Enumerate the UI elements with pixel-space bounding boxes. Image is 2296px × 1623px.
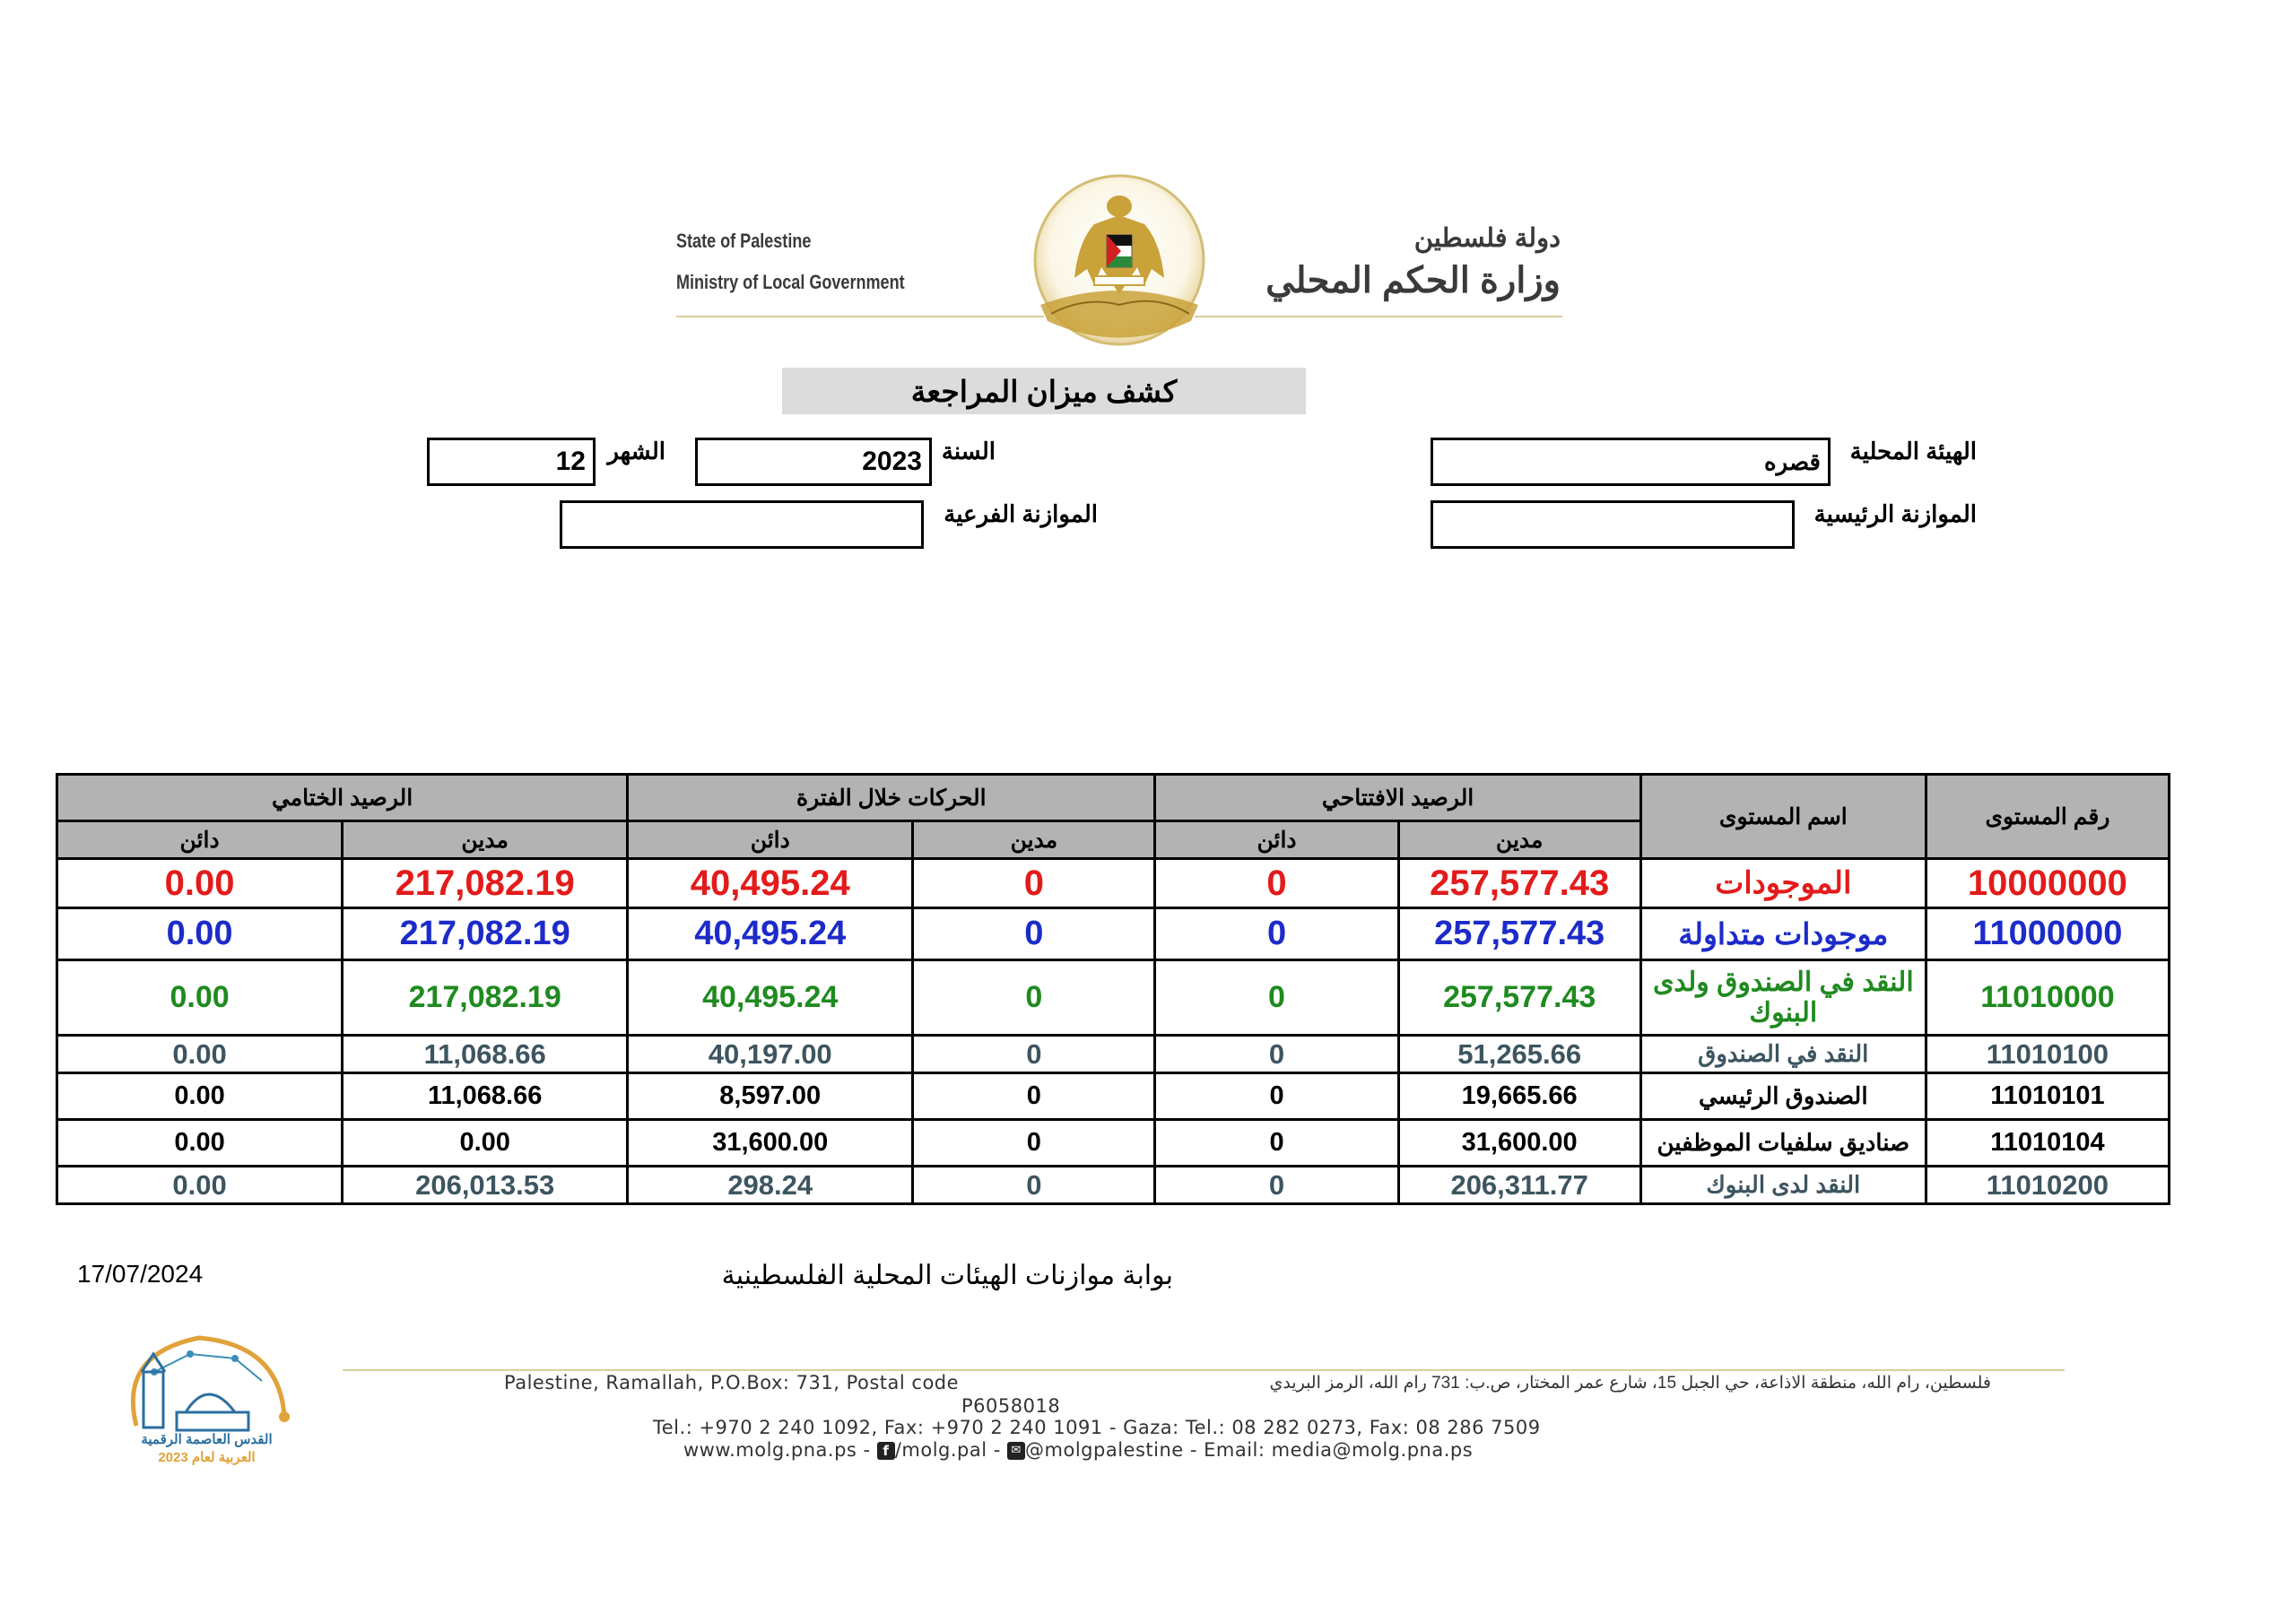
- opening-debit: 257,577.43: [1398, 859, 1640, 908]
- level-name: النقد لدى البنوك: [1640, 1167, 1926, 1204]
- movement-debit: 0: [913, 1120, 1155, 1167]
- logo-year: 2023: [158, 1450, 188, 1465]
- closing-debit: 217,082.19: [343, 908, 628, 960]
- footer-twitter-email: @molgpalestine - Email: media@molg.pna.ps: [1025, 1439, 1474, 1461]
- report-title: كشف ميزان المراجعة: [782, 368, 1306, 414]
- col-level-name: اسم المستوى: [1640, 775, 1926, 859]
- closing-credit: 0.00: [57, 1073, 343, 1120]
- logo-caption-2: [106, 1449, 308, 1465]
- footer-address-ar: فلسطين، رام الله، منطقة الاذاعة، حي الجبل 15، شارع عمر المختار، ص.ب: 731 رام الله، الرمز البريدي: [1269, 1374, 1991, 1393]
- opening-credit: 0: [1155, 859, 1398, 908]
- closing-credit: 0.00: [57, 1036, 343, 1073]
- opening-credit: 0: [1155, 908, 1398, 960]
- year-field: 2023: [695, 438, 932, 486]
- movement-debit: 0: [913, 908, 1155, 960]
- twitter-icon: ✉: [1007, 1442, 1025, 1460]
- header-ar-state: دولة فلسطين: [1413, 224, 1561, 253]
- main-budget-field: [1431, 500, 1795, 549]
- level-name: صناديق سلفيات الموظفين: [1640, 1120, 1926, 1167]
- level-name: الصندوق الرئيسي: [1640, 1073, 1926, 1120]
- local-body-label: الهيئة المحلية: [1849, 438, 1977, 464]
- closing-debit: 11,068.66: [343, 1036, 628, 1073]
- level-name: موجودات متداولة: [1640, 908, 1926, 960]
- opening-credit: 0: [1155, 1120, 1398, 1167]
- movement-credit: 40,495.24: [628, 859, 913, 908]
- opening-debit: 206,311.77: [1398, 1167, 1640, 1204]
- table-row: [57, 1120, 2170, 1167]
- table-row: [57, 1036, 2170, 1073]
- movement-debit: 0: [913, 960, 1155, 1036]
- level-number: 10000000: [1926, 859, 2169, 908]
- opening-debit: 51,265.66: [1398, 1036, 1640, 1073]
- level-number: 11010101: [1926, 1073, 2169, 1120]
- palestine-emblem-icon: [1031, 170, 1207, 350]
- sub-closing-debit: مدين: [343, 821, 628, 859]
- year-label: السنة: [941, 438, 996, 464]
- grp-period-movements: الحركات خلال الفترة: [628, 775, 1155, 821]
- sub-budget-label: الموازنة الفرعية: [944, 500, 1098, 527]
- opening-credit: 0: [1155, 960, 1398, 1036]
- closing-credit: 0.00: [57, 859, 343, 908]
- col-level-number: رقم المستوى: [1926, 775, 2169, 859]
- sub-movement-debit: مدين: [913, 821, 1155, 859]
- closing-credit: 0.00: [57, 1167, 343, 1204]
- opening-credit: 0: [1155, 1036, 1398, 1073]
- header-divider-left: [676, 316, 1044, 317]
- closing-debit: 206,013.53: [343, 1167, 628, 1204]
- footer-facebook: /molg.pal -: [894, 1439, 1001, 1461]
- opening-debit: 257,577.43: [1398, 908, 1640, 960]
- movement-credit: 31,600.00: [628, 1120, 913, 1167]
- month-label: الشهر: [607, 438, 665, 464]
- closing-credit: 0.00: [57, 1120, 343, 1167]
- movement-credit: 40,495.24: [628, 960, 913, 1036]
- movement-debit: 0: [913, 1073, 1155, 1120]
- month-field: 12: [427, 438, 596, 486]
- table-row: [57, 859, 2170, 908]
- opening-debit: 31,600.00: [1398, 1120, 1640, 1167]
- footer-web-url: www.molg.pna.ps -: [683, 1439, 871, 1461]
- sub-opening-debit: مدين: [1398, 821, 1640, 859]
- level-name: النقد في الصندوق: [1640, 1036, 1926, 1073]
- footer-postal-code: P6058018: [961, 1395, 1061, 1417]
- level-number: 11010000: [1926, 960, 2169, 1036]
- portal-name: بوابة موازنات الهيئات المحلية الفلسطينية: [721, 1261, 1173, 1290]
- footer-address-en: Palestine, Ramallah, P.O.Box: 731, Postal code: [504, 1372, 960, 1393]
- level-number: 11000000: [1926, 908, 2169, 960]
- closing-debit: 11,068.66: [343, 1073, 628, 1120]
- closing-credit: 0.00: [57, 960, 343, 1036]
- grp-closing-balance: الرصيد الختامي: [57, 775, 628, 821]
- table-row: [57, 960, 2170, 1036]
- opening-credit: 0: [1155, 1073, 1398, 1120]
- level-number: 11010104: [1926, 1120, 2169, 1167]
- main-budget-label: الموازنة الرئيسية: [1813, 500, 1977, 527]
- table-row: [57, 908, 2170, 960]
- movement-debit: 0: [913, 859, 1155, 908]
- closing-debit: 0.00: [343, 1120, 628, 1167]
- header-en-ministry: Ministry of Local Government: [676, 271, 905, 293]
- header-divider-right: [1195, 316, 1562, 317]
- local-body-field: قصره: [1431, 438, 1831, 486]
- sub-movement-credit: دائن: [628, 821, 913, 859]
- trial-balance-table: [56, 773, 2170, 1205]
- movement-credit: 8,597.00: [628, 1073, 913, 1120]
- footer-web: [683, 1439, 1473, 1461]
- level-number: 11010200: [1926, 1167, 2169, 1204]
- opening-debit: 257,577.43: [1398, 960, 1640, 1036]
- closing-debit: 217,082.19: [343, 859, 628, 908]
- level-name: الموجودات: [1640, 859, 1926, 908]
- grp-opening-balance: الرصيد الافتتاحي: [1155, 775, 1640, 821]
- header-en-state: State of Palestine: [676, 230, 812, 252]
- footer-divider: [343, 1369, 2065, 1371]
- movement-debit: 0: [913, 1036, 1155, 1073]
- closing-debit: 217,082.19: [343, 960, 628, 1036]
- logo-caption-1: القدس العاصمة الرقمية: [141, 1432, 273, 1447]
- header-ar-ministry: وزارة الحكم المحلي: [1265, 261, 1561, 300]
- table-row: [57, 1073, 2170, 1120]
- sub-budget-field: [560, 500, 924, 549]
- sub-opening-credit: دائن: [1155, 821, 1398, 859]
- print-date: 17/07/2024: [77, 1260, 204, 1288]
- sub-closing-credit: دائن: [57, 821, 343, 859]
- opening-credit: 0: [1155, 1167, 1398, 1204]
- level-number: 11010100: [1926, 1036, 2169, 1073]
- movement-debit: 0: [913, 1167, 1155, 1204]
- facebook-icon: f: [877, 1442, 895, 1460]
- level-name: النقد في الصندوق ولدى البنوك: [1640, 960, 1926, 1036]
- opening-debit: 19,665.66: [1398, 1073, 1640, 1120]
- movement-credit: 40,495.24: [628, 908, 913, 960]
- movement-credit: 40,197.00: [628, 1036, 913, 1073]
- logo-caption-2-text: العربية لعام: [191, 1450, 256, 1465]
- closing-credit: 0.00: [57, 908, 343, 960]
- table-row: [57, 1167, 2170, 1204]
- footer-phones: Tel.: +970 2 240 1092, Fax: +970 2 240 1091 - Gaza: Tel.: 08 282 0273, Fax: 08 286 7509: [653, 1417, 1541, 1438]
- movement-credit: 298.24: [628, 1167, 913, 1204]
